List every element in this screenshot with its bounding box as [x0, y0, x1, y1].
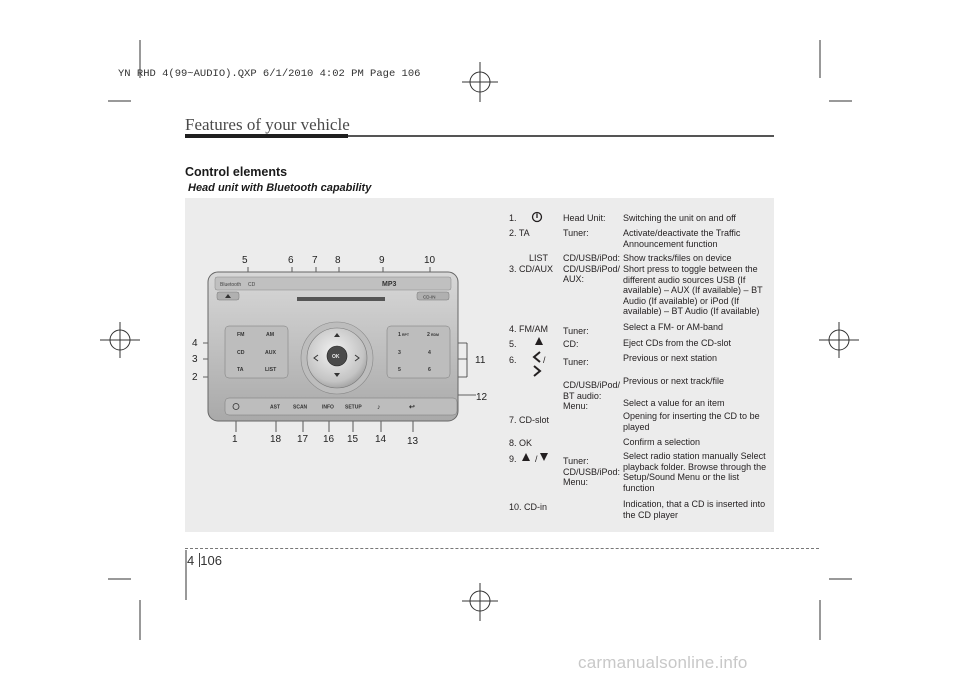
registration-mark-right — [819, 322, 859, 358]
item-10-number: 10. CD-in — [509, 502, 548, 512]
title-rule — [185, 134, 348, 138]
callout-14: 14 — [375, 434, 387, 445]
item-6-mode-b: CD/USB/iPod/ BT audio: Menu: — [563, 380, 621, 412]
item-6-number: 6. — [509, 355, 517, 365]
page-number-divider — [199, 553, 200, 567]
callout-16: 16 — [323, 434, 335, 445]
item-9-text: Select radio station manually Select playback folder. Browse through the Setup/Sound Menu or the list function — [623, 451, 767, 493]
list-button[interactable]: LIST — [265, 367, 277, 373]
item-7-number: 7. CD-slot — [509, 415, 550, 425]
page-number-value: 106 — [200, 553, 222, 568]
callout-9: 9 — [379, 255, 385, 266]
item-1-number: 1. — [509, 213, 517, 223]
bluetooth-label: Bluetooth — [220, 282, 242, 288]
head-unit-illustration — [185, 198, 505, 532]
sound-icon: ♪ — [377, 404, 381, 411]
preset-1-button[interactable]: 1 — [398, 332, 401, 338]
item-4-mode: Tuner: — [563, 326, 589, 336]
rdm-label: RDM — [431, 333, 439, 337]
callout-5: 5 — [242, 255, 248, 266]
page-title: Features of your vehicle — [185, 115, 350, 134]
item-8-number: 8. OK — [509, 438, 533, 448]
item-3-text-a: Show tracks/files on device — [623, 253, 732, 263]
item-6-text-c: Select a value for an item — [623, 398, 725, 408]
item-5-number: 5. — [509, 339, 517, 349]
preset-button-panel — [387, 326, 450, 378]
ta-button[interactable]: TA — [237, 367, 244, 373]
rpt-label: RPT — [402, 333, 409, 337]
ok-label: OK — [332, 354, 340, 360]
registration-mark-left — [100, 322, 140, 358]
item-4-text: Select a FM- or AM-band — [623, 322, 724, 332]
callout-15: 15 — [347, 434, 359, 445]
callout-1: 1 — [232, 434, 238, 445]
power-icon — [531, 211, 543, 223]
watermark: carmanualsonline.info — [578, 653, 748, 672]
item-1-mode: Head Unit: — [563, 213, 606, 223]
title-rule-thin — [348, 135, 774, 137]
scan-button[interactable]: SCAN — [293, 404, 308, 411]
sub-heading: Head unit with Bluetooth capability — [188, 182, 372, 194]
cd-in-label: CD-IN — [423, 294, 436, 300]
preset-6-button[interactable]: 6 — [428, 367, 431, 373]
item-9-separator: / — [535, 454, 538, 464]
page-number — [187, 553, 222, 568]
item-3-mode: CD/USB/iPod: CD/USB/iPod/ AUX: — [563, 253, 621, 285]
item-2-mode: Tuner: — [563, 228, 589, 238]
preset-5-button[interactable]: 5 — [398, 367, 401, 373]
item-2-text: Activate/deactivate the Traffic Announcement function — [623, 228, 741, 249]
ast-button[interactable]: AST — [270, 404, 280, 411]
preset-3-button[interactable]: 3 — [398, 350, 401, 356]
preset-4-button[interactable]: 4 — [428, 350, 431, 356]
item-8-text: Confirm a selection — [623, 437, 701, 447]
left-button-panel — [225, 326, 288, 378]
item-6-mode-a: Tuner: — [563, 357, 589, 367]
callout-17: 17 — [297, 434, 309, 445]
footer-rule — [185, 548, 819, 549]
item-3-number: 3. CD/AUX — [509, 264, 554, 274]
item-9-mode: Tuner: CD/USB/iPod: Menu: — [563, 456, 621, 488]
callout-13: 13 — [407, 436, 419, 447]
callout-18: 18 — [270, 434, 282, 445]
mp3-logo: MP3 — [382, 281, 397, 288]
item-7-text: Opening for inserting the CD to be played — [623, 411, 760, 432]
item-6-text-b: Previous or next track/file — [623, 376, 725, 386]
section-heading: Control elements — [185, 165, 288, 179]
registration-mark-bottom — [462, 583, 498, 621]
item-6-text-a: Previous or next station — [623, 353, 718, 363]
callout-11: 11 — [475, 355, 486, 366]
item-5-mode: CD: — [563, 339, 579, 349]
item-10-text: Indication, that a CD is inserted into the CD player — [623, 499, 766, 520]
aux-button[interactable]: AUX — [265, 350, 276, 356]
item-3-list-label: LIST — [529, 253, 549, 263]
chapter-number: 4 — [187, 553, 195, 568]
item-2-number: 2. TA — [509, 228, 530, 238]
eject-icon — [534, 336, 544, 346]
setup-button[interactable]: SETUP — [345, 404, 362, 411]
item-4-number: 4. FM/AM — [509, 324, 549, 334]
cd-slot — [297, 297, 385, 301]
cd-logo: CD — [248, 282, 256, 288]
cd-button[interactable]: CD — [237, 350, 245, 356]
item-6-separator: / — [543, 355, 546, 365]
preset-2-button[interactable]: 2 — [427, 332, 430, 338]
callout-4: 4 — [192, 338, 198, 349]
item-9-number: 9. — [509, 454, 517, 464]
callout-2: 2 — [192, 372, 198, 383]
callout-7: 7 — [312, 255, 318, 266]
back-icon: ↩ — [409, 404, 415, 411]
registration-mark-top — [462, 62, 498, 102]
callout-8: 8 — [335, 255, 341, 266]
print-header: YN RHD 4(99~AUDIO).QXP 6/1/2010 4:02 PM Page 106 — [118, 68, 421, 80]
fm-button[interactable]: FM — [237, 332, 245, 338]
item-1-text: Switching the unit on and off — [623, 213, 736, 223]
info-button[interactable]: INFO — [322, 404, 334, 411]
callout-3: 3 — [192, 354, 198, 365]
callout-6: 6 — [288, 255, 294, 266]
prev-next-icon — [531, 350, 543, 378]
item-5-text: Eject CDs from the CD-slot — [623, 338, 732, 348]
item-3-text-b: Short press to toggle between the different audio sources USB (If available) – AUX (If available) – BT Audio (If available) or iPod (If available) – BT Audio (If available) — [623, 264, 763, 317]
callout-10: 10 — [424, 255, 436, 266]
am-button[interactable]: AM — [266, 332, 275, 338]
callout-12: 12 — [476, 392, 488, 403]
bottom-button-row — [225, 398, 457, 415]
